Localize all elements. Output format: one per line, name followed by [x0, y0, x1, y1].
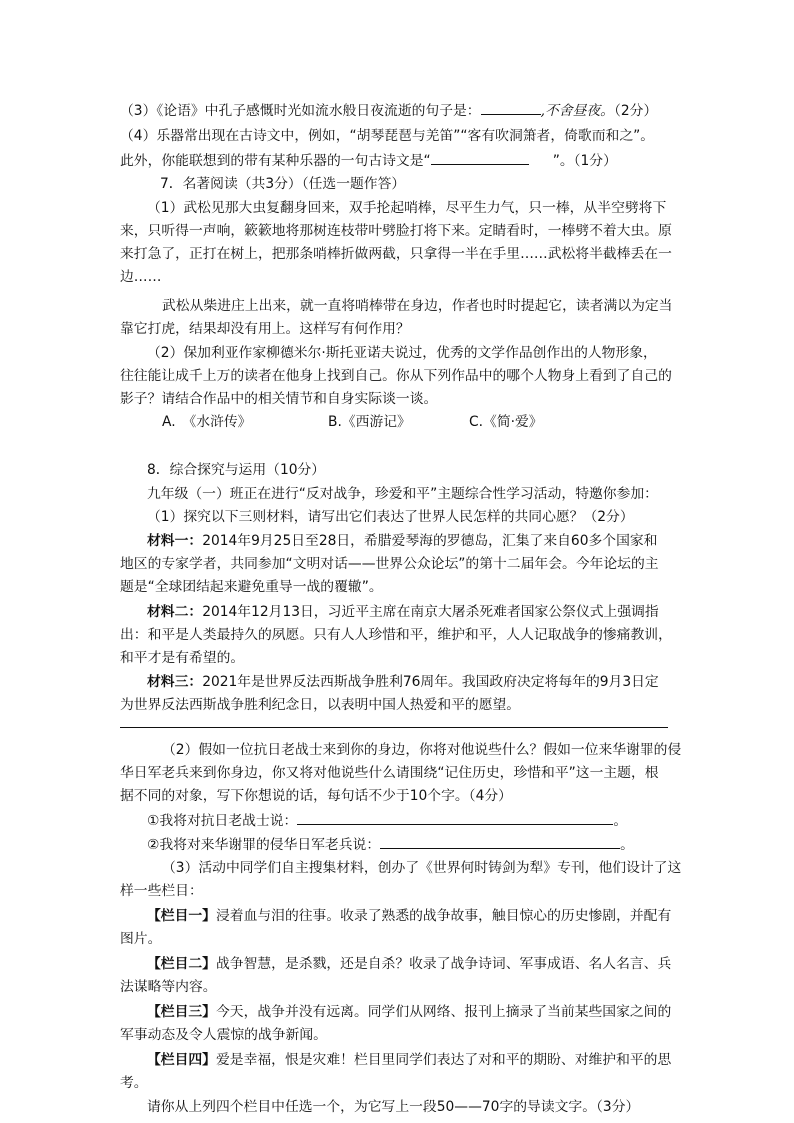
question-4-line-1: （4）乐器常出现在古诗文中，例如，“胡琴琵琶与羌笛”“客有吹洞箫者，倚歌而和之”。	[120, 128, 655, 144]
period: 。	[620, 837, 634, 853]
answer-blank[interactable]	[481, 100, 541, 115]
column-3-line: 军事动态及令人震惊的战争新闻。	[120, 1027, 327, 1043]
column-2-text: 战争智慧，是杀戮，还是自杀？收录了战争诗词、军事成语、名人名言、兵	[215, 956, 672, 972]
q7-p1-question: 武松从柴进庄上出来，就一直将哨棒带在身边，作者也时时提起它，读者满以为定当	[162, 298, 673, 314]
material-2-text: 2014年12月13日，习近平主席在南京大屠杀死难者国家公祭仪式上强调指	[202, 604, 659, 620]
material-1-label: 材料一：	[147, 533, 203, 549]
question-4-prefix: 此外，你能联想到的带有某种乐器的一句古诗文是“	[120, 153, 431, 169]
answer-blank[interactable]	[380, 834, 620, 849]
material-2-line: 和平才是有希望的。	[120, 650, 245, 666]
blank-veteran	[147, 810, 627, 831]
column-1-line	[147, 906, 671, 926]
question-8-title: 8．综合探究与运用（10分）	[147, 462, 326, 478]
blank-japanese-veteran	[147, 834, 634, 855]
material-1-line	[147, 531, 657, 551]
material-3-text: 2021年是世界反法西斯战争胜利76周年。我国政府决定将每年的9月3日定	[202, 674, 659, 690]
q7-p2-line: 往往能让成千上万的读者在他身上找到自己。你从下列作品中的哪个人物身上看到了自己的	[120, 368, 672, 384]
material-3-label: 材料三：	[147, 674, 203, 690]
column-4-line	[147, 1050, 671, 1070]
blank-veteran-label: ①我将对抗日老战士说：	[147, 813, 298, 829]
option-c: C.《简·爱》	[469, 414, 543, 430]
material-1-line: 地区的专家学者，共同参加“文明对话——世界公众论坛”的第十二届年会。今年论坛的主	[120, 556, 659, 572]
question-8-sub-2: 华日军老兵来到你身边，你又将对他说些什么请围绕“记住历史，珍惜和平”这一主题，根	[120, 765, 659, 781]
q7-p1-line: 来打急了，正打在树上，把那条哨棒折做两截，只拿得一半在手里……武松将半截棒丢在一	[120, 246, 672, 262]
question-8-sub-3: （3）活动中同学们自主搜集材料，创办了《世界何时铸剑为犁》专刊，他们设计了这	[162, 860, 682, 876]
column-4-label: 【栏目四】	[147, 1052, 216, 1068]
q7-p1-line: （1）武松见那大虫复翻身回来，双手抡起哨棒，尽平生力气，只一棒，从半空劈将下	[147, 200, 667, 216]
q7-p2-line: （2）保加利亚作家柳德米尔·斯托亚诺夫说过，优秀的文学作品创作出的人物形象，	[147, 345, 657, 361]
column-3-line	[147, 1002, 671, 1022]
question-3-score: （2分）	[613, 103, 658, 119]
question-8-sub-2: （2）假如一位抗日老战士来到你的身边，你将对他说些什么？假如一位来华谢罪的侵	[162, 742, 682, 758]
question-4-line-2	[120, 150, 617, 171]
option-b: B.《西游记》	[328, 414, 411, 430]
column-4-text: 爱是幸福，恨是灾难！栏目里同学们表达了对和平的期盼、对维护和平的思	[215, 1052, 672, 1068]
material-2-label: 材料二：	[147, 604, 203, 620]
question-3-answer: ,不舍昼夜。	[540, 103, 614, 119]
question-4-suffix: ”。（1分）	[552, 153, 617, 169]
q7-p1-line: 来，只听得一声响，簌簌地将那树连枝带叶劈脸打将下来。定睛看时，一棒劈不着大虫。原	[120, 223, 672, 239]
material-3-line: 为世界反法西斯战争胜利纪念日，以表明中国人热爱和平的愿望。	[120, 697, 521, 713]
question-8-sub-1: （1）探究以下三则材料，请写出它们表达了世界人民怎样的共同心愿？（2分）	[147, 509, 634, 525]
column-2-label: 【栏目二】	[147, 956, 216, 972]
material-2-line: 出：和平是人类最持久的夙愿。只有人人珍惜和平，维护和平，人人记取战争的惨痛教训，	[120, 627, 672, 643]
column-1-text: 浸着血与泪的往事。收录了熟悉的战争故事，触目惊心的历史惨剧，并配有	[215, 908, 672, 924]
q7-p2-line: 影子？请结合作品中的相关情节和自身实际谈一谈。	[120, 391, 438, 407]
question-8-sub-2: 据不同的对象，写下你想说的话，每句话不少于10个字。（4分）	[120, 788, 512, 804]
question-8-intro: 九年级（一）班正在进行“反对战争，珍爱和平”主题综合性学习活动，特邀你参加：	[147, 486, 658, 502]
column-1-line: 图片。	[120, 931, 162, 947]
question-3	[120, 100, 657, 121]
question-7-title: 7．名著阅读（共3分）（任选一题作答）	[160, 176, 406, 192]
answer-blank[interactable]	[297, 810, 613, 825]
column-1-label: 【栏目一】	[147, 908, 216, 924]
question-8-sub-3: 样一些栏目：	[120, 883, 203, 899]
material-1-text: 2014年9月25日至28日，希腊爱琴海的罗德岛，汇集了来自60多个国家和	[202, 533, 658, 549]
answer-blank[interactable]	[431, 150, 529, 165]
option-a: A. 《水浒传》	[162, 414, 252, 430]
answer-line[interactable]	[120, 727, 668, 728]
q7-p1-line: 边……	[120, 269, 162, 285]
material-1-line: 题是“全球团结起来避免重导一战的覆辙”。	[120, 579, 383, 595]
blank-japanese-veteran-label: ②我将对来华谢罪的侵华日军老兵说：	[147, 837, 381, 853]
column-3-label: 【栏目三】	[147, 1004, 216, 1020]
column-4-line: 考。	[120, 1075, 148, 1091]
question-8-final: 请你从上列四个栏目中任选一个，为它写上一段50——70字的导读文字。（3分）	[147, 1099, 640, 1115]
column-2-line: 法谋略等内容。	[120, 979, 217, 995]
material-3-line	[147, 672, 659, 692]
column-2-line	[147, 954, 671, 974]
q7-p1-question: 靠它打虎，结果却没有用上。这样写有何作用？	[120, 321, 410, 337]
material-2-line	[147, 602, 659, 622]
question-3-text: （3）《论语》中孔子感慨时光如流水般日夜流逝的句子是：	[120, 103, 481, 119]
period: 。	[613, 813, 628, 829]
column-3-text: 今天，战争并没有远离。同学们从网络、报刊上摘录了当前某些国家之间的	[215, 1004, 672, 1020]
